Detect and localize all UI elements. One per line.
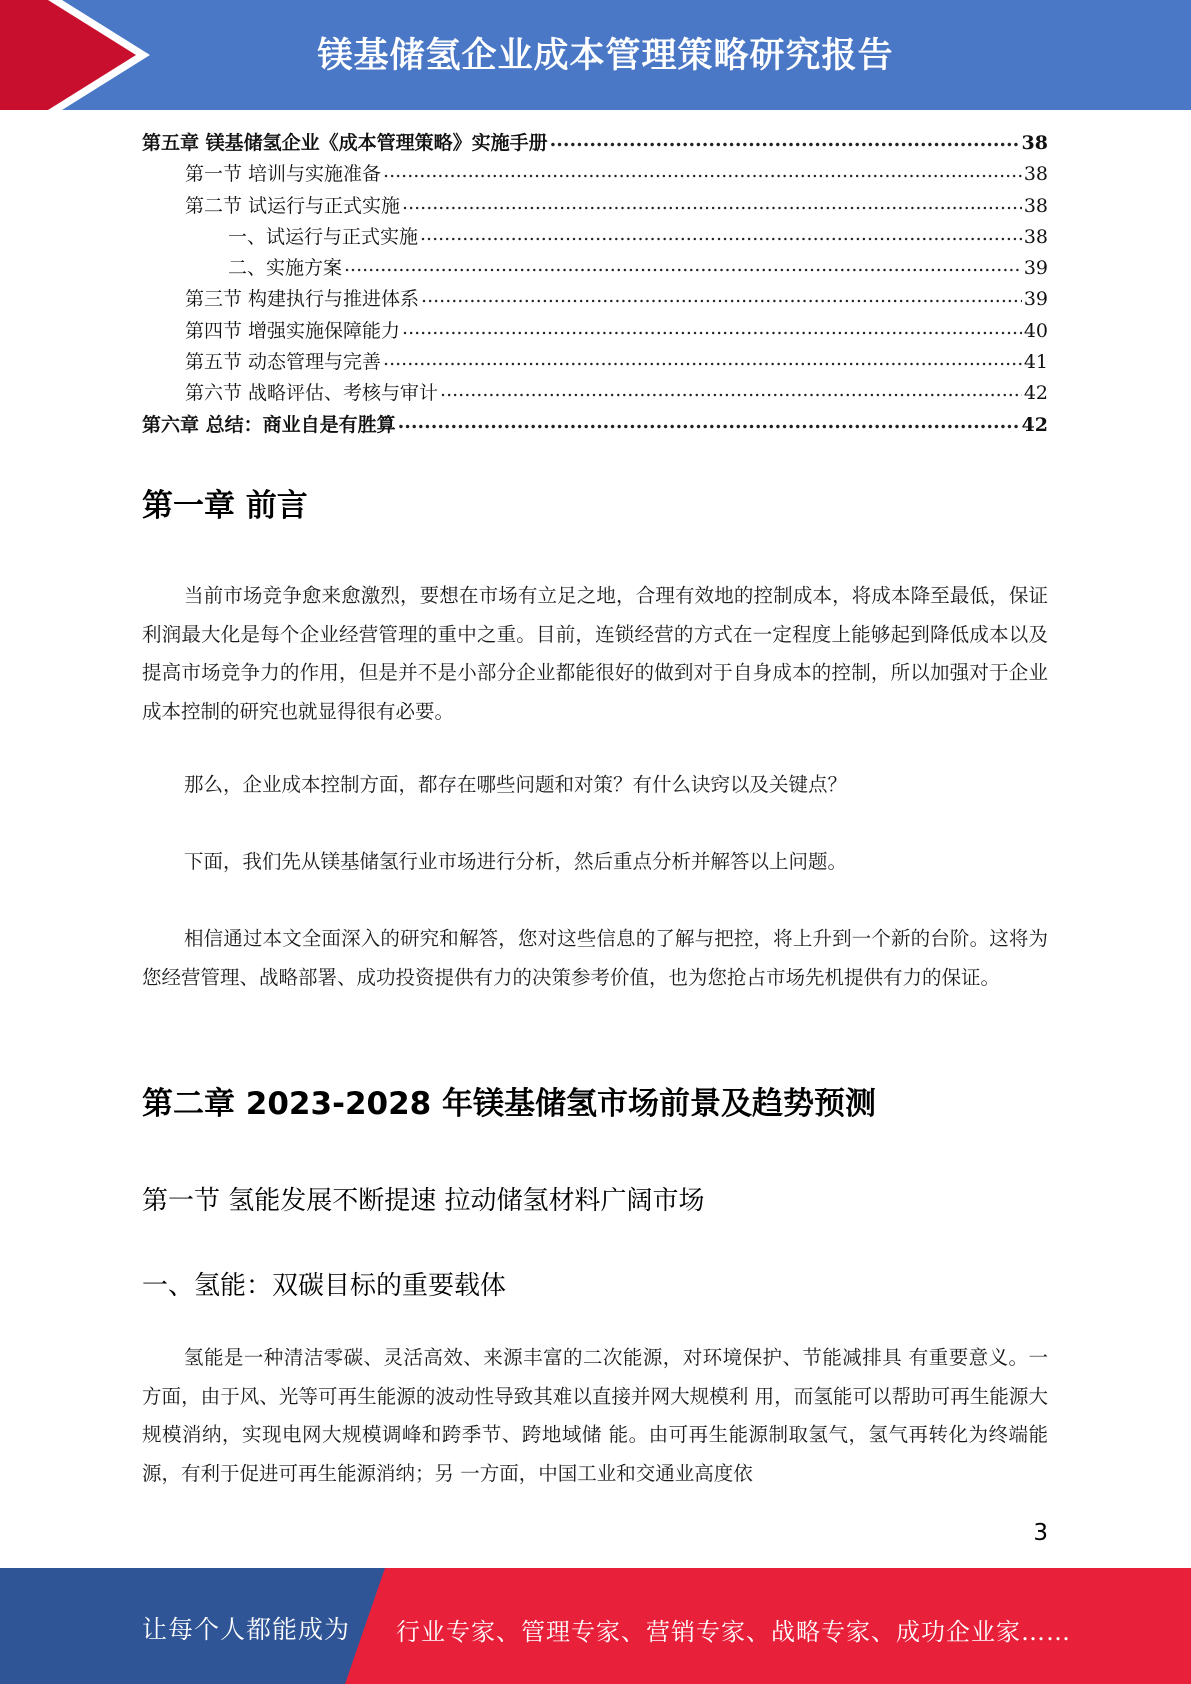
toc-entry-page: 39: [1023, 288, 1048, 311]
toc-dot-leader: [383, 344, 1022, 375]
chapter-1-heading: 第一章 前言: [142, 488, 308, 524]
toc-entry[interactable]: [142, 378, 1048, 409]
toc-entry-page: 41: [1023, 351, 1048, 374]
table-of-contents: [142, 128, 1048, 441]
section-1-heading: 第一节 氢能发展不断提速 拉动储氢材料广阔市场: [142, 1186, 705, 1216]
toc-entry[interactable]: [142, 159, 1048, 190]
toc-entry-page: 42: [1023, 382, 1048, 405]
toc-entry[interactable]: [142, 191, 1048, 222]
toc-entry-title: 一、试运行与正式实施: [228, 225, 419, 248]
toc-entry-title: 第五章 镁基储氢企业《成本管理策略》实施手册: [142, 132, 548, 154]
toc-entry-page: 39: [1023, 257, 1048, 280]
toc-entry-page: 40: [1023, 319, 1048, 342]
toc-entry-page: 38: [1023, 163, 1048, 186]
toc-dot-leader: [402, 188, 1022, 219]
toc-entry-page: 38: [1023, 225, 1048, 248]
toc-entry[interactable]: [142, 284, 1048, 315]
chapter-1-paragraph-2: 那么，企业成本控制方面，都存在哪些问题和对策？有什么诀窍以及关键点？: [184, 773, 848, 796]
chapter-2-paragraph-1: 氢能是一种清洁零碳、灵活高效、来源丰富的二次能源，对环境保护、节能减排具 有重要意义。一方面，由于风、光等可再生能源的波动性导致其难以直接并网大规模利 用，而氢能可以帮助可再生能源大规模消纳，实现电网大规模调峰和跨季节、跨地域储 能。由可再生能源制取氢气，氢气再转化为终端能源，有利于促进可再生能源消纳；另 一方面，中国工业和交通业高度依: [142, 1346, 1048, 1485]
toc-entry-page: 38: [1023, 194, 1048, 217]
toc-entry[interactable]: [142, 128, 1048, 159]
toc-entry-title: 第六节 战略评估、考核与审计: [185, 382, 439, 405]
footer-slogan-left: 让每个人都能成为: [142, 1615, 351, 1644]
toc-entry-title: 第二节 试运行与正式实施: [185, 194, 401, 217]
header-title: 镁基储氢企业成本管理策略研究报告: [317, 36, 894, 76]
toc-entry[interactable]: [142, 253, 1048, 284]
toc-dot-leader: [344, 250, 1022, 281]
chapter-1-paragraph-4: 相信通过本文全面深入的研究和解答，您对这些信息的了解与把控，将上升到一个新的台阶。这将为您经营管理、战略部署、成功投资提供有力的决策参考价值，也为您抢占市场先机提供有力的保证。: [142, 927, 1048, 989]
page-number: 3: [1033, 1520, 1048, 1546]
toc-dot-leader: [383, 156, 1022, 187]
toc-dot-leader: [398, 407, 1020, 438]
toc-entry-title: 第三节 构建执行与推进体系: [185, 288, 420, 311]
page-header: [0, 0, 1191, 110]
chapter-2-heading: 第二章 2023-2028 年镁基储氢市场前景及趋势预测: [142, 1086, 877, 1122]
toc-entry-page: 42: [1021, 413, 1048, 436]
toc-entry-title: 第六章 总结：商业自是有胜算: [142, 413, 396, 436]
toc-dot-leader: [420, 219, 1022, 250]
toc-entry[interactable]: [142, 222, 1048, 253]
toc-entry-title: 第一节 培训与实施准备: [185, 163, 382, 186]
toc-entry[interactable]: [142, 410, 1048, 441]
footer-slogan-right: 行业专家、管理专家、营销专家、战略专家、成功企业家……: [396, 1618, 1071, 1646]
toc-dot-leader: [421, 281, 1022, 312]
subsection-1-heading: 一、氢能：双碳目标的重要载体: [142, 1271, 507, 1301]
toc-dot-leader: [402, 313, 1022, 344]
chapter-1-paragraph-3: 下面，我们先从镁基储氢行业市场进行分析，然后重点分析并解答以上问题。: [184, 850, 848, 873]
toc-dot-leader: [440, 375, 1022, 406]
toc-entry[interactable]: [142, 316, 1048, 347]
toc-entry[interactable]: [142, 347, 1048, 378]
toc-entry-title: 二、实施方案: [228, 257, 343, 280]
toc-entry-title: 第五节 动态管理与完善: [185, 351, 382, 374]
chapter-1-paragraph-1: 当前市场竞争愈来愈激烈，要想在市场有立足之地，合理有效地的控制成本，将成本降至最低，保证利润最大化是每个企业经营管理的重中之重。目前，连锁经营的方式在一定程度上能够起到降低成本以及提高市场竞争力的作用，但是并不是小部分企业都能很好的做到对于自身成本的控制，所以加强对于企业成本控制的研究也就显得很有必要。: [142, 584, 1048, 723]
toc-entry-page: 38: [1021, 132, 1048, 154]
page-footer: [0, 1568, 1191, 1684]
toc-entry-title: 第四节 增强实施保障能力: [185, 319, 401, 342]
toc-dot-leader: [550, 125, 1020, 156]
